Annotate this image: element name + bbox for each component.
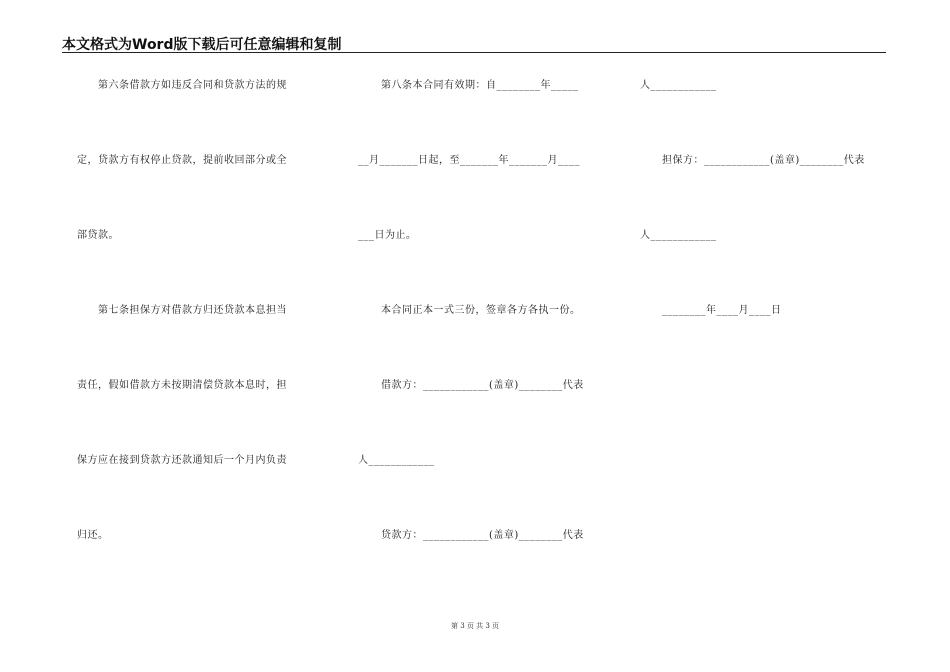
paragraph-line: ___日为止。: [358, 230, 417, 241]
paragraph-line: ________年____月____日: [662, 305, 782, 316]
header-divider: [62, 52, 886, 53]
paragraph-line: 第八条本合同有效期：自________年_____: [381, 80, 579, 91]
paragraph-line: 人____________: [358, 455, 435, 466]
paragraph-line: 担保方：____________(盖章)________代表: [662, 155, 865, 166]
page-header-title: 本文格式为Word版下载后可任意编辑和复制: [62, 37, 342, 53]
paragraph-line: 第七条担保方对借款方归还贷款本息担当: [98, 305, 287, 316]
paragraph-line: 归还。: [77, 530, 109, 541]
page-number-footer: 第 3 页 共 3 页: [450, 622, 500, 630]
paragraph-line: 保方应在接到贷款方还款通知后一个月内负责: [77, 455, 287, 466]
paragraph-line: 人____________: [640, 230, 717, 241]
paragraph-line: 定，贷款方有权停止贷款，提前收回部分或全: [77, 155, 287, 166]
paragraph-line: 责任，假如借款方未按期清偿贷款本息时，担: [77, 380, 287, 391]
paragraph-line: 部贷款。: [77, 230, 119, 241]
paragraph-line: 人____________: [640, 80, 717, 91]
paragraph-line: __月_______日起，至_______年_______月____: [358, 155, 580, 166]
paragraph-line: 本合同正本一式三份，签章各方各执一份。: [381, 305, 581, 316]
paragraph-line: 第六条借款方如违反合同和贷款方法的规: [98, 80, 287, 91]
paragraph-line: 贷款方：____________(盖章)________代表: [381, 530, 584, 541]
paragraph-line: 借款方：____________(盖章)________代表: [381, 380, 584, 391]
